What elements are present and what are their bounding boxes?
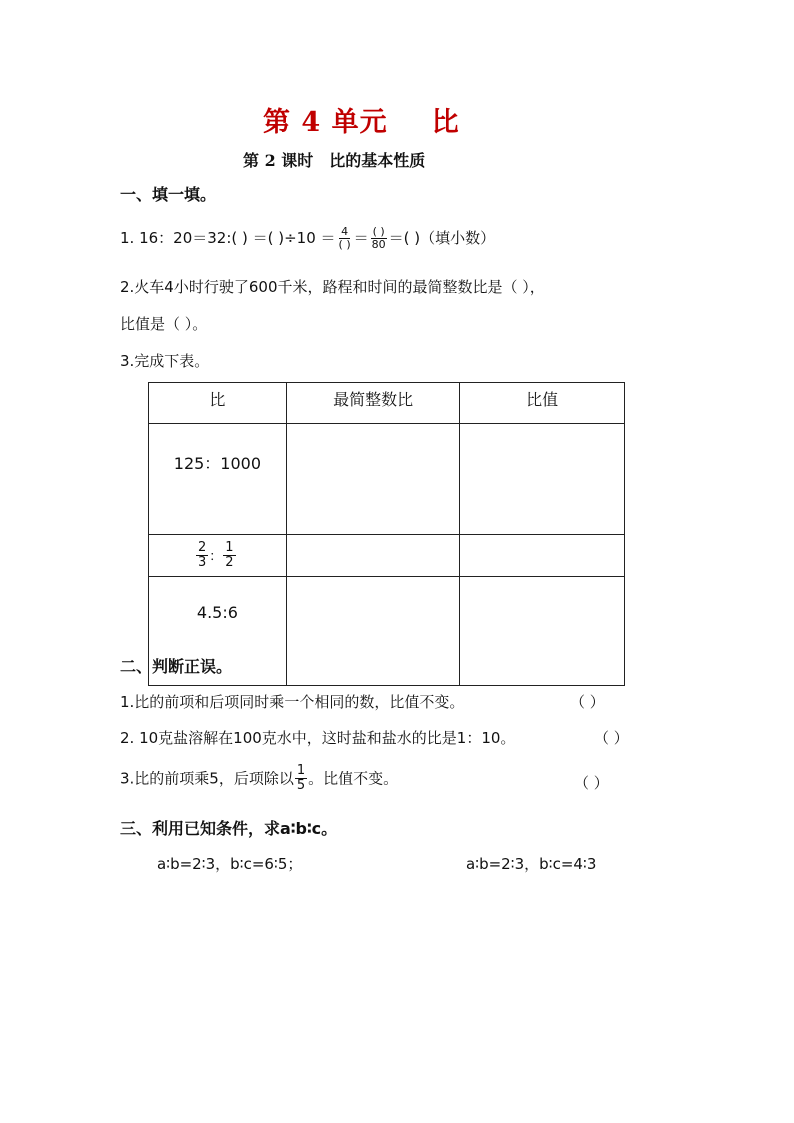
frac2-den: 80: [371, 238, 386, 252]
condition-right: a∶b=2∶3，b∶c=4∶3: [466, 855, 597, 873]
question-2-3: [120, 764, 398, 794]
lesson-subtitle: [243, 148, 425, 171]
question-2-1: 1.比的前项和后项同时乘一个相同的数，比值不变。: [120, 693, 465, 711]
ratio-table: [148, 382, 625, 686]
row2-a-num: 2: [198, 539, 207, 555]
question-1-2-line2: 比值是（ ）。: [120, 315, 208, 333]
row1-ratio: 125：1000: [149, 424, 287, 535]
q1-start: 1. 16：20＝32:( ) ＝( )÷10 ＝: [120, 229, 336, 248]
question-1-2-line1: 2.火车4小时行驶了600千米，路程和时间的最简整数比是（ ），: [120, 278, 545, 296]
table-row: [149, 535, 625, 577]
q3-frac-den: 5: [296, 778, 306, 794]
frac1-num: 4: [341, 225, 349, 238]
q1-fraction-2: [370, 226, 388, 251]
row2-value-cell[interactable]: [460, 535, 625, 577]
condition-left: a∶b=2∶3，b∶c=6∶5；: [157, 855, 303, 873]
row2-frac-a: [196, 541, 208, 571]
row2-b-den: 2: [225, 555, 234, 570]
title-word: 比: [431, 107, 460, 138]
question-2-3-answer[interactable]: （ ）: [574, 774, 609, 792]
lesson-number: 第 2 课时: [243, 151, 314, 170]
page-title: [263, 100, 460, 139]
row2-a-den: 3: [198, 555, 207, 570]
row2-simplest-cell[interactable]: [286, 535, 460, 577]
header-ratio-value: 比值: [460, 383, 625, 424]
section2-heading: 二、判断正误。: [120, 657, 233, 676]
row2-sep: ：: [209, 549, 223, 564]
row3-ratio: 4.5:6: [149, 577, 287, 686]
q1-fraction-1: [337, 226, 353, 251]
row3-simplest-cell[interactable]: [286, 577, 460, 686]
q3-frac-num: 1: [296, 763, 306, 778]
row2-b-num: 1: [225, 539, 234, 555]
table-header-row: [149, 383, 625, 424]
section3-heading: 三、利用已知条件，求a∶b∶c。: [120, 819, 338, 838]
q1-eq: ＝: [353, 229, 369, 248]
lesson-topic: 比的基本性质: [329, 151, 426, 170]
q1-end: ＝( )（填小数）: [388, 229, 496, 248]
question-1-3: 3.完成下表。: [120, 352, 210, 370]
q3-end: 。比值不变。: [308, 769, 399, 788]
frac1-den: ( ): [338, 238, 351, 252]
table-row: [149, 424, 625, 535]
q3-fraction: [295, 764, 307, 794]
frac2-num: ( ): [372, 225, 385, 238]
question-2-1-answer[interactable]: （ ）: [570, 693, 605, 711]
header-ratio: 比: [149, 383, 287, 424]
row2-ratio: [149, 535, 287, 577]
question-1-1: [120, 226, 495, 251]
section1-heading: 一、填一填。: [120, 185, 217, 204]
row3-value-cell[interactable]: [460, 577, 625, 686]
row1-value-cell[interactable]: [460, 424, 625, 535]
question-2-2: 2. 10克盐溶解在100克水中，这时盐和盐水的比是1：10。: [120, 729, 516, 747]
q3-start: 3.比的前项乘5，后项除以: [120, 769, 294, 788]
header-simplest-ratio: 最简整数比: [286, 383, 460, 424]
question-2-2-answer[interactable]: （ ）: [594, 729, 629, 747]
row1-simplest-cell[interactable]: [286, 424, 460, 535]
row2-frac-b: [223, 541, 235, 571]
title-unit: 第 4 单元: [263, 107, 388, 138]
